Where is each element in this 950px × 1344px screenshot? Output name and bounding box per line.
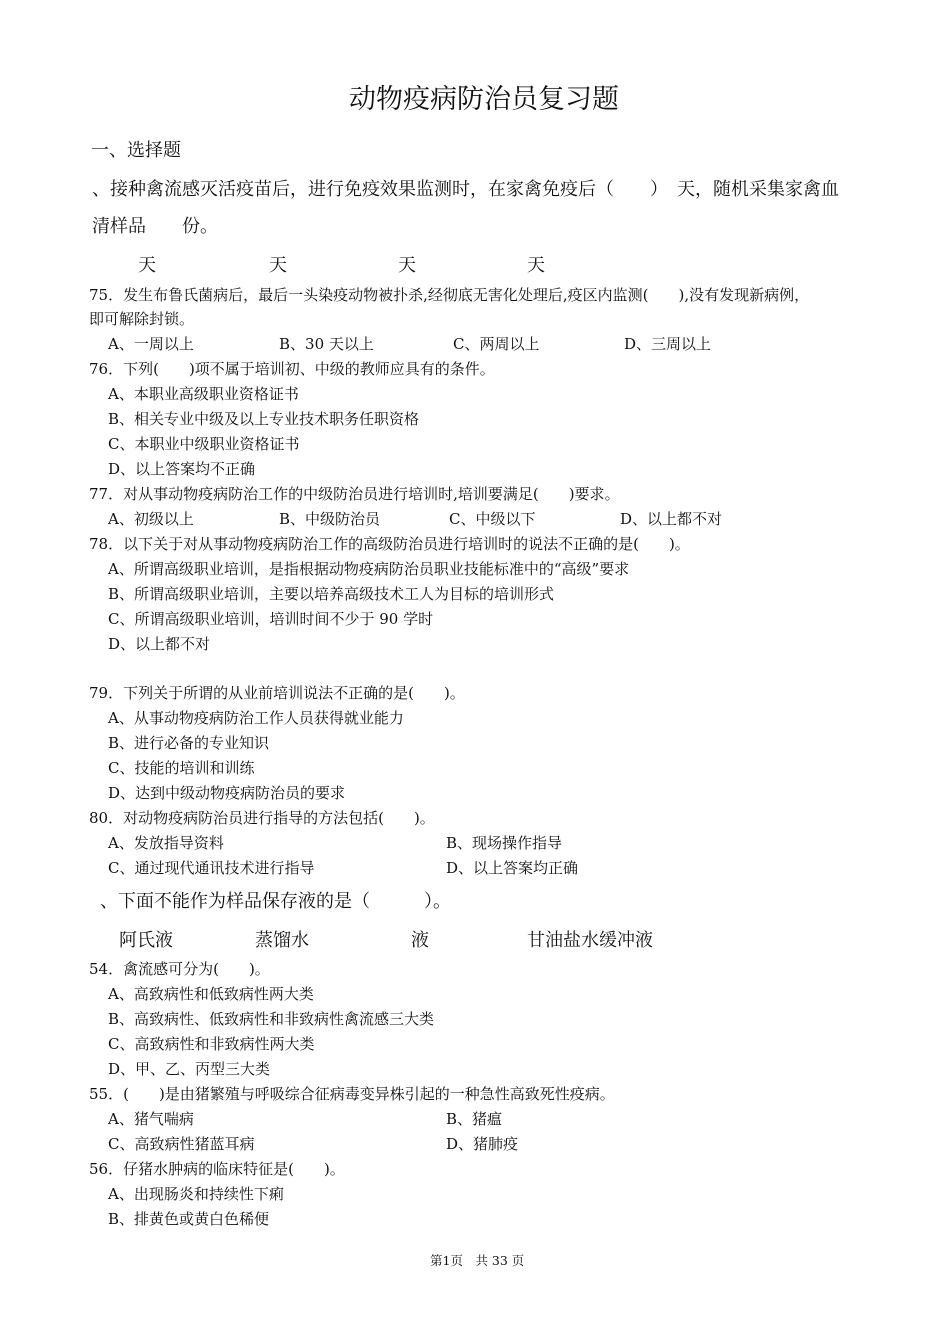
option-a: 天 — [138, 255, 156, 276]
option-b: B、高致病性、低致病性和非致病性禽流感三大类 — [108, 1010, 435, 1028]
option-a: A、出现肠炎和持续性下痢 — [108, 1185, 284, 1203]
option-c: C、两周以上 — [453, 335, 540, 353]
option-a: A、猪气喘病 — [108, 1110, 194, 1128]
option-d: D、三周以上 — [624, 335, 712, 353]
question-text: 76．下列( )项不属于培训初、中级的教师应具有的条件。 — [89, 360, 495, 378]
option-b: B、所谓高级职业培训，主要以培养高级技术工人为目标的培训形式 — [108, 585, 555, 603]
question-text: 80．对动物疫病防治员进行指导的方法包括( )。 — [89, 809, 435, 827]
question-text: 即可解除封锁。 — [89, 310, 195, 328]
question-text: 75．发生布鲁氏菌病后，最后一头染疫动物被扑杀,经彻底无害化处理后,疫区内监测( ),没有发现新病例， — [89, 286, 810, 304]
option-c: 天 — [398, 255, 416, 276]
question-text: 55．( )是由猪繁殖与呼吸综合征病毒变异株引起的一种急性高致死性疫病。 — [89, 1085, 615, 1103]
option-d: D、以上答案均不正确 — [108, 460, 256, 478]
option-c: C、高致病性猪蓝耳病 — [108, 1135, 255, 1153]
question-text: 77．对从事动物疫病防治工作的中级防治员进行培训时,培训要满足( )要求。 — [89, 485, 620, 503]
question-text: 56．仔猪水肿病的临床特征是( )。 — [89, 1160, 345, 1178]
option-a: A、初级以上 — [108, 510, 194, 528]
question-text: 、接种禽流感灭活疫苗后，进行免疫效果监测时，在家禽免疫后（ ） 天，随机采集家禽血 — [92, 179, 839, 200]
option-c: 液 — [411, 930, 429, 951]
question-text: 79．下列关于所谓的从业前培训说法不正确的是( )。 — [89, 684, 465, 702]
option-b: B、中级防治员 — [279, 510, 381, 528]
option-c: C、技能的培训和训练 — [108, 759, 255, 777]
option-b: B、排黄色或黄白色稀便 — [108, 1210, 270, 1228]
option-b: B、相关专业中级及以上专业技术职务任职资格 — [108, 410, 420, 428]
option-d: 甘油盐水缓冲液 — [527, 930, 653, 951]
option-a: A、本职业高级职业资格证书 — [108, 385, 299, 403]
question-text: 54．禽流感可分为( )。 — [89, 960, 270, 978]
option-d: D、以上都不对 — [620, 510, 723, 528]
option-a: A、所谓高级职业培训，是指根据动物疫病防治员职业技能标准中的“高级”要求 — [108, 560, 630, 578]
option-d: D、猪肺疫 — [446, 1135, 519, 1153]
option-b: 蒸馏水 — [255, 930, 309, 951]
option-b: B、30 天以上 — [279, 335, 374, 353]
option-d: D、达到中级动物疫病防治员的要求 — [108, 784, 346, 802]
option-b: 天 — [269, 255, 287, 276]
option-c: C、中级以下 — [449, 510, 536, 528]
option-c: C、本职业中级职业资格证书 — [108, 435, 300, 453]
section-heading: 一、选择题 — [91, 140, 181, 161]
option-b: B、现场操作指导 — [446, 834, 563, 852]
option-a: A、一周以上 — [108, 335, 194, 353]
option-a: 阿氏液 — [119, 930, 173, 951]
option-a: A、从事动物疫病防治工作人员获得就业能力 — [108, 709, 404, 727]
question-text: 清样品 份。 — [92, 216, 218, 237]
question-text: 、下面不能作为样品保存液的是（ ）。 — [100, 891, 451, 912]
option-d: D、以上都不对 — [108, 635, 211, 653]
page-title: 动物疫病防治员复习题 — [349, 84, 619, 115]
option-a: A、发放指导资料 — [108, 834, 224, 852]
question-text: 78．以下关于对从事动物疫病防治工作的高级防治员进行培训时的说法不正确的是( )。 — [89, 535, 690, 553]
option-d: 天 — [527, 255, 545, 276]
option-c: C、所谓高级职业培训，培训时间不少于 90 学时 — [108, 610, 434, 628]
option-a: A、高致病性和低致病性两大类 — [108, 985, 314, 1003]
option-b: B、进行必备的专业知识 — [108, 734, 270, 752]
page-footer: 第1页 共 33 页 — [430, 1253, 525, 1268]
option-d: D、以上答案均正确 — [446, 859, 579, 877]
option-c: C、通过现代通讯技术进行指导 — [108, 859, 315, 877]
option-b: B、猪瘟 — [446, 1110, 503, 1128]
option-d: D、甲、乙、丙型三大类 — [108, 1060, 271, 1078]
option-c: C、高致病性和非致病性两大类 — [108, 1035, 315, 1053]
